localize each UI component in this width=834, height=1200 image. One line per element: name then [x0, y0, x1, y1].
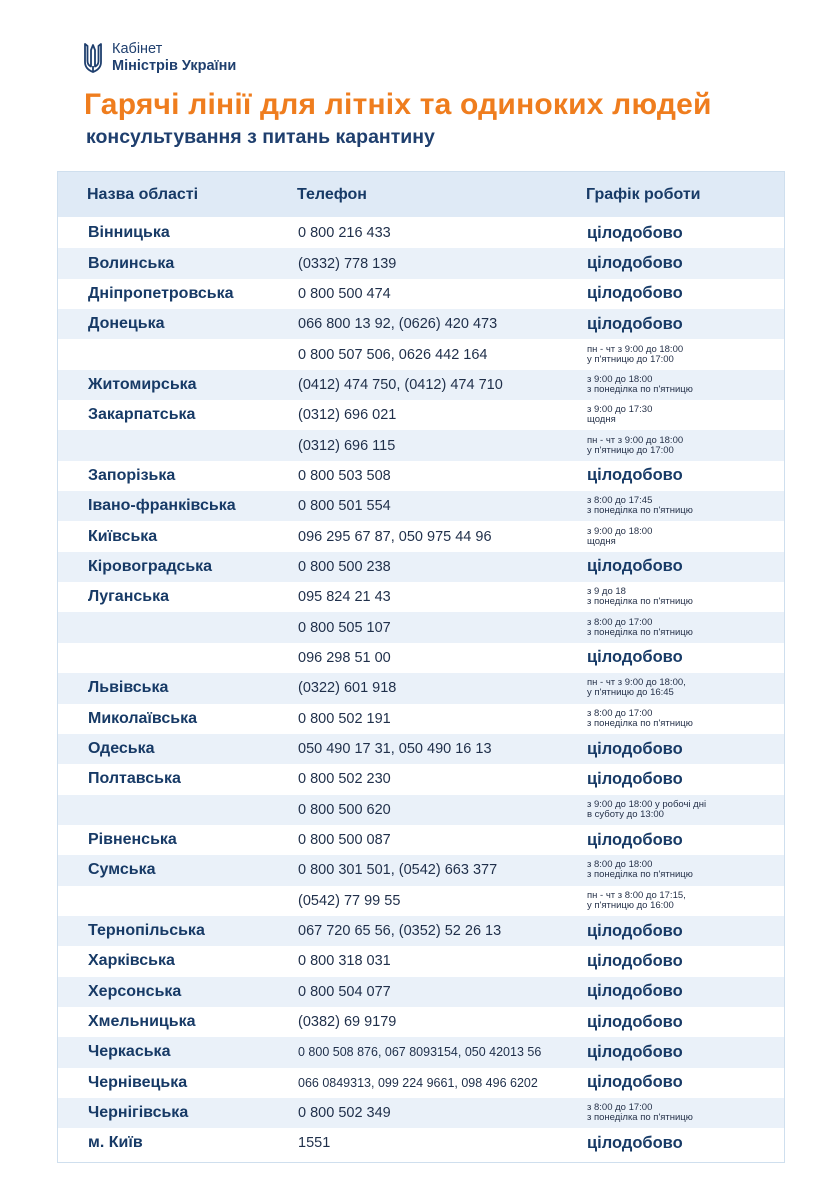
schedule-cell [587, 461, 683, 491]
phone-number: 0 800 502 349 [298, 1105, 391, 1122]
schedule-text: цілодобово [587, 466, 683, 485]
schedule-cell [587, 1068, 683, 1098]
region-name: Дніпропетровська [88, 284, 234, 302]
table-row [58, 643, 784, 673]
schedule-cell [587, 400, 652, 430]
schedule-cell [587, 430, 683, 460]
schedule-text: цілодобово [587, 830, 683, 849]
cabinet-logo [82, 41, 236, 75]
schedule-text: з 8:00 до 17:00 з понеділка по п'ятницю [587, 1102, 693, 1124]
schedule-text: з 8:00 до 17:45 з понеділка по п'ятницю [587, 495, 693, 517]
region-name: Донецька [88, 315, 165, 333]
table-row [58, 1007, 784, 1037]
page-title: Гарячі лінії для літніх та одиноких людей [84, 88, 712, 121]
phone-number: 0 800 500 238 [298, 558, 391, 575]
table-row [58, 916, 784, 946]
schedule-text: з 8:00 до 17:00 з понеділка по п'ятницю [587, 707, 693, 729]
table-row [58, 582, 784, 612]
table-row [58, 521, 784, 551]
region-name: Хмельницька [88, 1013, 196, 1031]
table-row [58, 552, 784, 582]
schedule-cell [587, 248, 683, 278]
table-row [58, 612, 784, 642]
phone-number: 067 720 65 56, (0352) 52 26 13 [298, 923, 502, 940]
table-row [58, 339, 784, 369]
region-name: Кіровоградська [88, 557, 213, 575]
table-row [58, 400, 784, 430]
region-name: Житомирська [88, 375, 197, 393]
region-name: Миколаївська [88, 709, 197, 727]
region-name: Херсонська [88, 982, 182, 1000]
schedule-cell [587, 1128, 683, 1158]
schedule-text: з 9:00 до 18:00 у робочі дні в суботу до 13:00 [587, 798, 707, 820]
schedule-text: цілодобово [587, 921, 683, 940]
table-row [58, 218, 784, 248]
region-name: Чернігівська [88, 1104, 189, 1122]
schedule-cell [587, 643, 683, 673]
table-row [58, 1037, 784, 1067]
phone-number: 095 824 21 43 [298, 589, 391, 606]
phone-number: 1551 [298, 1135, 331, 1152]
page-subtitle: консультування з питань карантину [86, 126, 435, 148]
region-name: Київська [88, 527, 158, 545]
region-name: Харківська [88, 952, 175, 970]
table-row [58, 704, 784, 734]
region-name: Волинська [88, 254, 175, 272]
table-row [58, 946, 784, 976]
table-row [58, 248, 784, 278]
schedule-cell [587, 309, 683, 339]
schedule-text: пн - чт з 8:00 до 17:15, у п'ятницю до 16:00 [587, 889, 686, 911]
schedule-cell [587, 946, 683, 976]
table-header [58, 172, 784, 217]
schedule-cell [587, 855, 693, 885]
hotlines-table [57, 171, 785, 1163]
table-row [58, 370, 784, 400]
schedule-text: з 8:00 до 17:00 з понеділка по п'ятницю [587, 616, 693, 638]
schedule-text: цілодобово [587, 769, 683, 788]
table-row [58, 461, 784, 491]
phone-number: 0 800 508 876, 067 8093154, 050 42013 56 [298, 1045, 542, 1060]
phone-number: 0 800 500 087 [298, 832, 391, 849]
table-row [58, 855, 784, 885]
schedule-text: цілодобово [587, 982, 683, 1001]
schedule-cell [587, 704, 693, 734]
schedule-text: цілодобово [587, 1073, 683, 1092]
region-name: м. Київ [88, 1134, 143, 1152]
schedule-text: з 9:00 до 18:00 щодня [587, 525, 653, 547]
column-header-phone: Телефон [297, 186, 367, 203]
phone-number: (0412) 474 750, (0412) 474 710 [298, 376, 503, 393]
schedule-text: цілодобово [587, 1133, 683, 1152]
phone-number: 0 800 500 474 [298, 285, 391, 302]
region-name: Івано-франківська [88, 497, 236, 515]
phone-number: (0382) 69 9179 [298, 1014, 397, 1031]
table-row [58, 1128, 784, 1158]
schedule-text: цілодобово [587, 314, 683, 333]
schedule-cell [587, 612, 693, 642]
table-row [58, 886, 784, 916]
schedule-text: цілодобово [587, 1012, 683, 1031]
schedule-cell [587, 491, 693, 521]
schedule-cell [587, 279, 683, 309]
region-name: Одеська [88, 740, 155, 758]
region-name: Сумська [88, 861, 156, 879]
phone-number: 0 800 505 107 [298, 619, 391, 636]
phone-number: 050 490 17 31, 050 490 16 13 [298, 741, 492, 758]
schedule-text: цілодобово [587, 951, 683, 970]
schedule-cell [587, 339, 683, 369]
region-name: Закарпатська [88, 406, 196, 424]
region-name: Полтавська [88, 770, 181, 788]
table-row [58, 279, 784, 309]
table-body [58, 218, 784, 1159]
column-header-schedule: Графік роботи [586, 186, 701, 203]
phone-number: 0 800 502 191 [298, 710, 391, 727]
phone-number: (0312) 696 115 [298, 437, 396, 454]
schedule-text: з 9 до 18 з понеділка по п'ятницю [587, 586, 693, 608]
schedule-text: цілодобово [587, 648, 683, 667]
schedule-text: з 8:00 до 18:00 з понеділка по п'ятницю [587, 859, 693, 881]
phone-number: 0 800 501 554 [298, 498, 391, 515]
schedule-text: цілодобово [587, 223, 683, 242]
phone-number: 0 800 504 077 [298, 983, 391, 1000]
schedule-cell [587, 1007, 683, 1037]
table-row [58, 1068, 784, 1098]
table-row [58, 795, 784, 825]
schedule-cell [587, 1037, 683, 1067]
schedule-text: цілодобово [587, 284, 683, 303]
region-name: Рівненська [88, 831, 177, 849]
table-row [58, 734, 784, 764]
schedule-cell [587, 370, 693, 400]
phone-number: 066 800 13 92, (0626) 420 473 [298, 316, 498, 333]
region-name: Львівська [88, 679, 169, 697]
phone-number: (0312) 696 021 [298, 407, 397, 424]
region-name: Запорізька [88, 466, 176, 484]
region-name: Луганська [88, 588, 169, 606]
table-row [58, 1098, 784, 1128]
table-row [58, 309, 784, 339]
phone-number: 0 800 318 031 [298, 953, 391, 970]
schedule-cell [587, 886, 686, 916]
schedule-cell [587, 734, 683, 764]
schedule-text: цілодобово [587, 557, 683, 576]
phone-number: 0 800 502 230 [298, 771, 391, 788]
phone-number: 0 800 500 620 [298, 801, 391, 818]
logo-line-2: Міністрів України [112, 58, 237, 74]
phone-number: 0 800 301 501, (0542) 663 377 [298, 862, 498, 879]
trident-icon [82, 42, 104, 74]
schedule-text: цілодобово [587, 254, 683, 273]
table-row [58, 825, 784, 855]
phone-number: 096 295 67 87, 050 975 44 96 [298, 528, 492, 545]
schedule-text: з 9:00 до 17:30 щодня [587, 404, 653, 426]
schedule-cell [587, 673, 686, 703]
phone-number: 0 800 507 506, 0626 442 164 [298, 346, 488, 363]
schedule-text: цілодобово [587, 1042, 683, 1061]
region-name: Чернівецька [88, 1073, 188, 1091]
schedule-cell [587, 795, 706, 825]
table-row [58, 430, 784, 460]
table-row [58, 764, 784, 794]
schedule-cell [587, 552, 683, 582]
column-header-region: Назва області [87, 186, 199, 203]
region-name: Вінницька [88, 224, 170, 242]
schedule-text: пн - чт з 9:00 до 18:00 у п'ятницю до 17:00 [587, 434, 684, 456]
phone-number: 0 800 216 433 [298, 225, 391, 242]
schedule-text: пн - чт з 9:00 до 18:00 у п'ятницю до 17:00 [587, 343, 684, 365]
table-row [58, 491, 784, 521]
schedule-cell [587, 582, 693, 612]
phone-number: 066 0849313, 099 224 9661, 098 496 6202 [298, 1075, 538, 1090]
schedule-cell [587, 521, 652, 551]
schedule-text: з 9:00 до 18:00 з понеділка по п'ятницю [587, 373, 693, 395]
schedule-cell [587, 977, 683, 1007]
phone-number: 096 298 51 00 [298, 649, 391, 666]
logo-line-1: Кабінет [112, 41, 163, 57]
schedule-text: цілодобово [587, 739, 683, 758]
schedule-cell [587, 916, 683, 946]
schedule-text: пн - чт з 9:00 до 18:00, у п'ятницю до 16:45 [587, 677, 686, 699]
phone-number: (0542) 77 99 55 [298, 892, 401, 909]
phone-number: (0332) 778 139 [298, 255, 397, 272]
schedule-cell [587, 1098, 693, 1128]
table-row [58, 673, 784, 703]
region-name: Черкаська [88, 1043, 171, 1061]
schedule-cell [587, 764, 683, 794]
phone-number: 0 800 503 508 [298, 467, 391, 484]
schedule-cell [587, 825, 683, 855]
region-name: Тернопільська [88, 922, 205, 940]
schedule-cell [587, 218, 683, 248]
phone-number: (0322) 601 918 [298, 680, 397, 697]
table-row [58, 977, 784, 1007]
